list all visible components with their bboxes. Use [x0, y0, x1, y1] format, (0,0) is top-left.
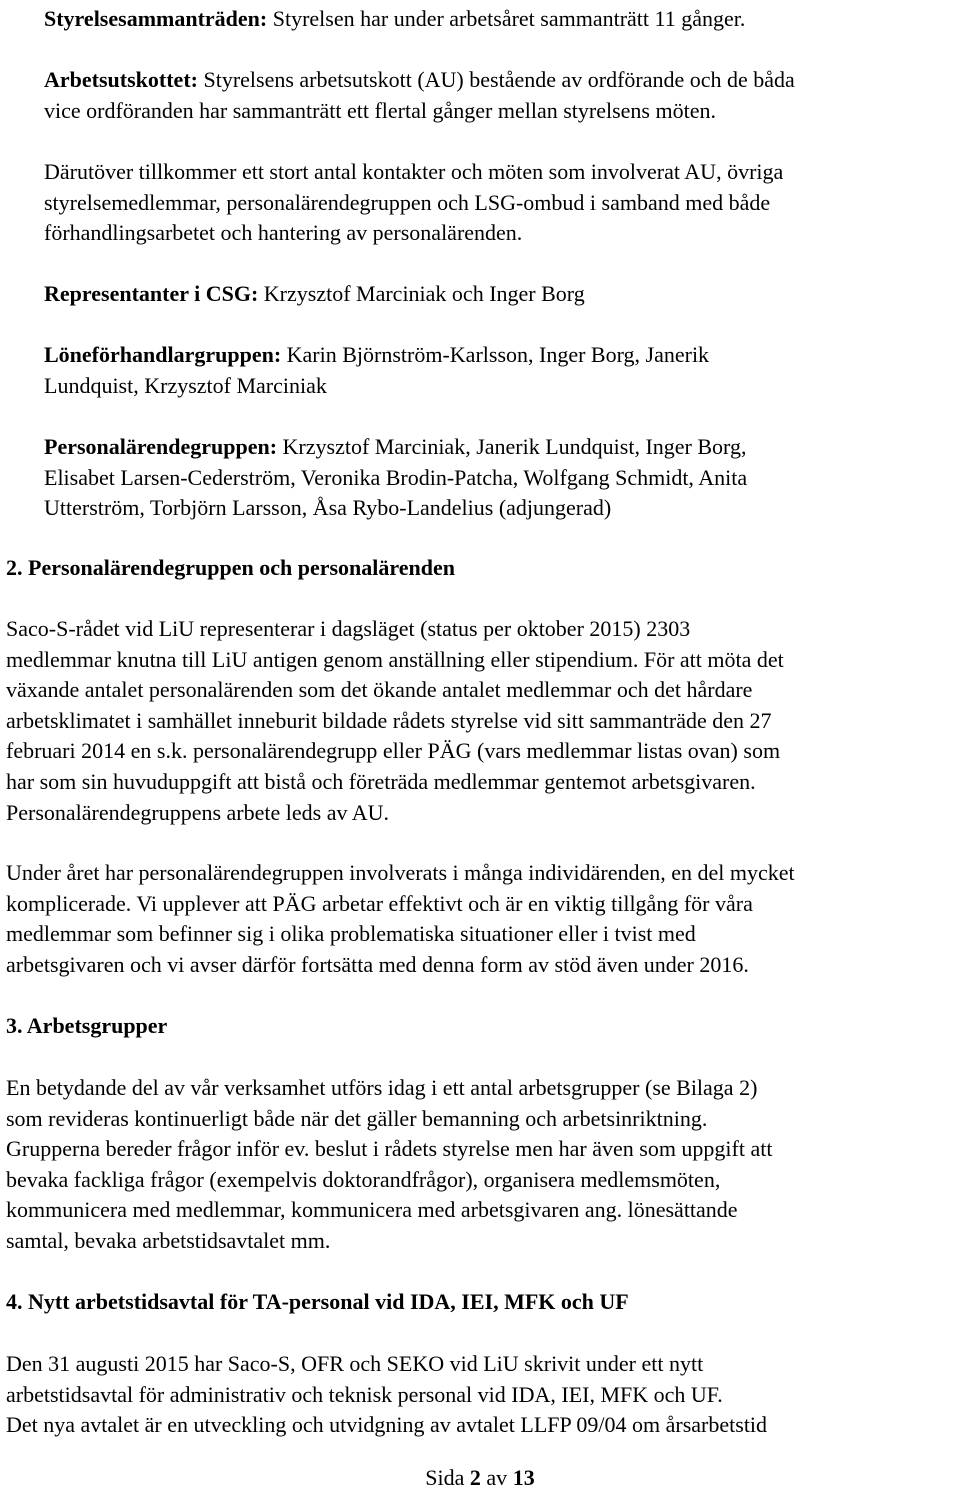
s3-p1-line-3: Grupperna bereder frågor inför ev. beslut i rådets styrelse men har även som uppgift att	[6, 1136, 773, 1162]
lone-line-1	[44, 340, 709, 371]
s2-p1-line-2: medlemmar knutna till LiU antigen genom anställning eller stipendium. För att möta det	[6, 646, 784, 672]
extra-line-3: förhandlingsarbetet och hantering av personalärenden.	[44, 220, 523, 246]
s4-p1-line-3: Det nya avtalet är en utveckling och utvidgning av avtalet LLFP 09/04 om årsarbetstid	[6, 1412, 768, 1438]
csg-text: Krzysztof Marciniak och Inger Borg	[258, 281, 585, 306]
section-2-paragraph-2	[6, 858, 795, 980]
s3-p1-line-6: samtal, bevaka arbetstidsavtalet mm.	[6, 1227, 331, 1253]
extra-line-1: Därutöver tillkommer ett stort antal kontakter och möten som involverat AU, övriga	[44, 159, 784, 184]
s4-p1-line-1: Den 31 augusti 2015 har Saco-S, OFR och SEKO vid LiU skrivit under ett nytt	[6, 1351, 704, 1376]
s2-p2-line-2: komplicerade. Vi upplever att PÄG arbetar effektivt och är en viktig tillgång för våra	[6, 890, 753, 916]
au-paragraph	[44, 65, 795, 126]
s4-p1-line-2: arbetstidsavtal för administrativ och teknisk personal vid IDA, IEI, MFK och UF.	[6, 1381, 723, 1407]
personal-group-paragraph	[44, 432, 747, 524]
s2-p1-line-7: Personalärendegruppens arbete leds av AU.	[6, 799, 390, 825]
personal-line-3: Utterström, Torbjörn Larsson, Åsa Rybo-Landelius (adjungerad)	[44, 495, 612, 521]
s2-p2-line-1: Under året har personalärendegruppen involverats i många individärenden, en del mycket	[6, 860, 795, 885]
footer-av-label: av	[480, 1465, 513, 1490]
personal-text-1: Krzysztof Marciniak, Janerik Lundquist, Inger Borg,	[277, 434, 747, 459]
footer-total-pages: 13	[512, 1465, 535, 1490]
extra-contacts-paragraph	[44, 157, 783, 249]
au-line-2: vice ordföranden har sammanträtt ett flertal gånger mellan styrelsens möten.	[44, 97, 716, 123]
section-2-heading: 2. Personalärendegruppen och personalärenden	[6, 555, 455, 580]
personal-line-2: Elisabet Larsen-Cederström, Veronika Brodin-Patcha, Wolfgang Schmidt, Anita	[44, 464, 748, 490]
board-meetings-paragraph	[44, 4, 745, 35]
section-4-heading: 4. Nytt arbetstidsavtal för TA-personal vid IDA, IEI, MFK och UF	[6, 1289, 629, 1314]
section-3-heading: 3. Arbetsgrupper	[6, 1013, 168, 1038]
s2-p1-line-1: Saco-S-rådet vid LiU representerar i dagsläget (status per oktober 2015) 2303	[6, 616, 691, 641]
csg-paragraph	[44, 279, 585, 310]
s3-p1-line-4: bevaka fackliga frågor (exempelvis doktorandfrågor), organisera medlemsmöten,	[6, 1166, 721, 1192]
s3-p1-line-2: som revideras kontinuerligt både när det gäller bemanning och arbetsinriktning.	[6, 1105, 708, 1131]
au-label: Arbetsutskottet:	[44, 67, 198, 92]
au-text-1: Styrelsens arbetsutskott (AU) bestående av ordförande och de båda	[197, 67, 795, 92]
page-footer	[0, 1463, 960, 1494]
personal-line-1	[44, 432, 747, 463]
s2-p1-line-4: arbetsklimatet i samhället inneburit bildade rådets styrelse vid sitt sammanträde den 27	[6, 707, 772, 733]
footer-sida-label: Sida	[425, 1465, 470, 1490]
lone-text-1: Karin Björnström-Karlsson, Inger Borg, Janerik	[281, 342, 710, 367]
s2-p1-line-5: februari 2014 en s.k. personalärendegrupp eller PÄG (vars medlemmar listas ovan) som	[6, 738, 781, 764]
lone-line-2: Lundquist, Krzysztof Marciniak	[44, 372, 327, 398]
au-line-1	[44, 65, 795, 96]
section-4-paragraph-1	[6, 1349, 767, 1441]
footer-current-page: 2	[469, 1465, 481, 1490]
s2-p2-line-4: arbetsgivaren och vi avser därför fortsätta med denna form av stöd även under 2016.	[6, 951, 749, 977]
lone-label: Löneförhandlargruppen:	[44, 342, 282, 367]
csg-label: Representanter i CSG:	[44, 281, 259, 306]
board-meetings-label: Styrelsesammanträden:	[44, 6, 268, 31]
personal-label: Personalärendegruppen:	[44, 434, 278, 459]
s2-p1-line-6: har som sin huvuduppgift att bistå och företräda medlemmar gentemot arbetsgivaren.	[6, 768, 756, 794]
lone-paragraph	[44, 340, 709, 401]
section-3-paragraph-1	[6, 1073, 772, 1257]
s2-p1-line-3: växande antalet personalärenden som det ökande antalet medlemmar och det hårdare	[6, 677, 753, 703]
extra-line-2: styrelsemedlemmar, personalärendegruppen och LSG-ombud i samband med både	[44, 189, 771, 215]
s2-p2-line-3: medlemmar som befinner sig i olika problematiska situationer eller i tvist med	[6, 921, 696, 947]
s3-p1-line-1: En betydande del av vår verksamhet utförs idag i ett antal arbetsgrupper (se Bilaga 2)	[6, 1075, 758, 1100]
s3-p1-line-5: kommunicera med medlemmar, kommunicera med arbetsgivaren ang. lönesättande	[6, 1197, 738, 1223]
board-meetings-text: Styrelsen har under arbetsåret sammanträtt 11 gånger.	[267, 6, 746, 31]
section-2-paragraph-1	[6, 614, 784, 828]
